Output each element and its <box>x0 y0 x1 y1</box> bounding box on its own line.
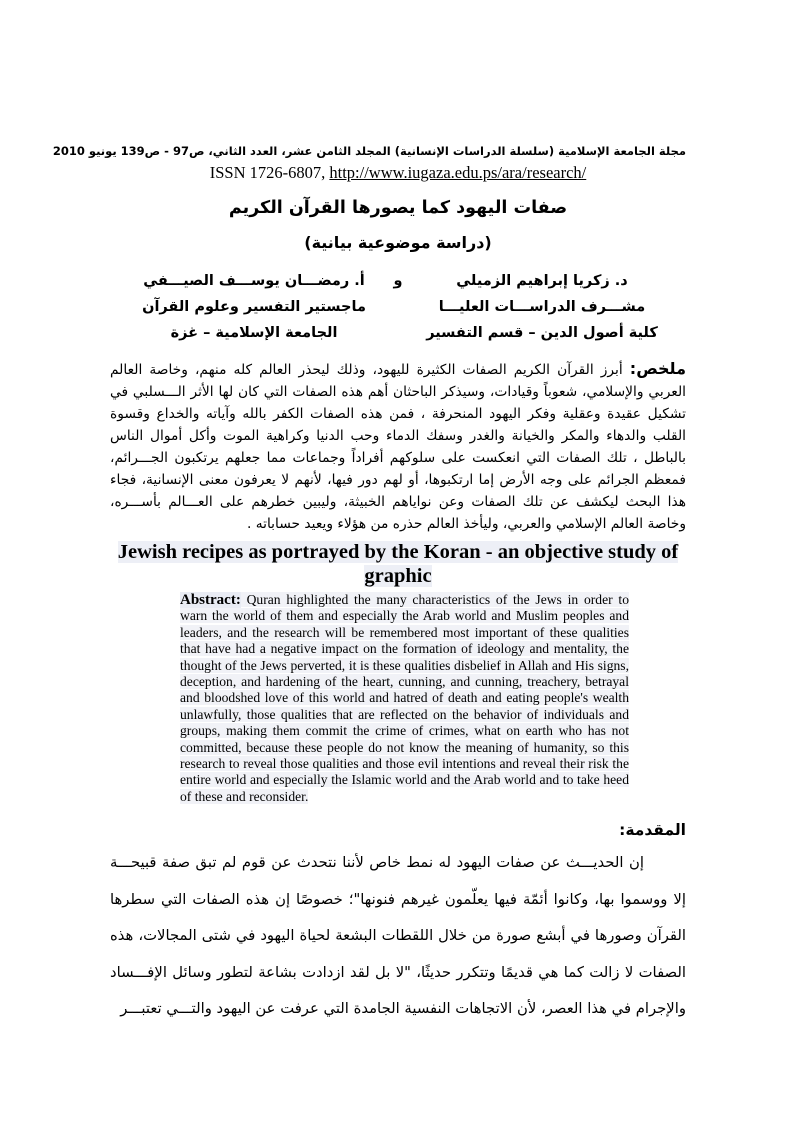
arabic-abstract <box>110 358 686 535</box>
issn-line <box>110 161 686 185</box>
author-name-first: د. زكريا إبراهيم الزميلي <box>456 273 628 289</box>
author-role-second: ماجستير التفسير وعلوم القرآن <box>142 299 366 315</box>
arabic-abstract-label: ملخص: <box>629 359 686 378</box>
author-affiliation-second: الجامعة الإسلامية – غزة <box>170 325 338 341</box>
author-affiliation-first: كلية أصول الدين – قسم التفسير <box>426 325 658 341</box>
authors-affiliations-row <box>110 320 686 346</box>
english-title <box>110 540 686 588</box>
authors-block <box>110 268 686 346</box>
authors-separator: و <box>393 273 403 289</box>
english-title-text: Jewish recipes as portrayed by the Koran - an objective study of graphic <box>117 541 679 587</box>
issn-text: ISSN 1726-6807, <box>209 163 330 182</box>
authors-names-row <box>110 268 686 294</box>
author-name-second: أ. رمضـــان يوســـف الصيـــفي <box>143 273 365 289</box>
arabic-subtitle: (دراسة موضوعية بيانية) <box>304 233 492 252</box>
authors-roles-row <box>110 294 686 320</box>
english-abstract-label: Abstract: <box>180 592 241 608</box>
arabic-title: صفات اليهود كما يصورها القرآن الكريم <box>228 198 568 218</box>
author-role-first: مشـــرف الدراســـات العليـــا <box>438 299 646 315</box>
arabic-abstract-text: أبرز القرآن الكريم الصفات الكثيرة لليهود، وذلك ليحذر العالم كله منهم، وخاصة العالم العربي والإسلامي، شعوباً وقيادات، وسيذكر الباحثان أهم هذه الصفات التي كان لها الأثر الـــسلبي في تشكيل عقيدة وعقلية وفكر اليهود المنحرفة ، فمن هذه الصفات الكفر بالله وآياته والخداع وقسوة القلب والدهاء والمكر والخيانة والغدر وسفك الدماء وحب الدنيا وكراهية الموت وأكل أموال الناس بالباطل ، تلك الصفات التي انعكست على سلوكهم أفراداً وجماعات مما جعلهم يرتكبون الجـــرائم، فمعظم الجرائم على وجه الأرض إما ارتكبوها، أو لهم دور فيها، لأنهم لا يعرفون معنى الإنسانية، فجاء هذا البحث ليكشف عن تلك الصفات وعن نواياهم الخبيثة، وليبين خطرهم على العـــالم بأســـره، وخاصة العالم الإسلامي والعربي، وليأخذ العالم حذره من هؤلاء ويعيد حساباته . <box>110 362 686 532</box>
introduction-paragraph: إن الحديـــث عن صفات اليهود له نمط خاص لأننا نتحدث عن قوم لم تبق صفة قبيحـــة إلا ووسموا بها، وكانوا أئمّة فيها يعلّمون غيرهم فنونها"؛ خصوصًا إن هذه الصفات التي سطرها القرآن وصورها في أبشع صورة من خلال اللقطات البشعة لحياة اليهود في شتى المجالات، هذه الصفات لا زالت كما هي قديمًا وتتكرر حديثًا، "لا بل لقد ازدادت بشاعة لتطور وسائل الإفـــساد والإجرام في هذا العصر، لأن الاتجاهات النفسية الجامدة التي عرفت عن اليهود والتـــي تعتبـــر <box>110 854 686 1018</box>
english-abstract <box>180 592 629 805</box>
introduction-heading: المقدمة: <box>619 821 686 840</box>
english-abstract-text: Quran highlighted the many characteristics of the Jews in order to warn the world of them and especially the Arab world and Muslim peoples and leaders, and the research will be remembered most important of these qualities that have had a negative impact on the formation of ideology and mentality, the thought of the Jews perverted, it is these qualities disbelief in Allah and His signs, deception, and hardening of the heart, cunning, and cunning, treachery, betrayal and bloodshed love of this world and hatred of death and eating people's wealth unlawfully, those qualities that are reflected on the behavior of individuals and groups, making them commit the crime of crimes, what on earth who has not committed, because these people do not know the meaning of humanity, so this research to reveal those qualities and those evil intentions and reveal their risk the entire world and especially the Islamic world and the Arab world and to take heed of these and reconsider. <box>180 592 629 804</box>
research-url-link[interactable]: http://www.iugaza.edu.ps/ara/research/ <box>329 163 587 182</box>
journal-header-line: مجلة الجامعة الإسلامية (سلسلة الدراسات الإنسانية) المجلد الثامن عشر، العدد الثاني، ص97 - ص139 يونيو 2010 <box>52 144 686 158</box>
